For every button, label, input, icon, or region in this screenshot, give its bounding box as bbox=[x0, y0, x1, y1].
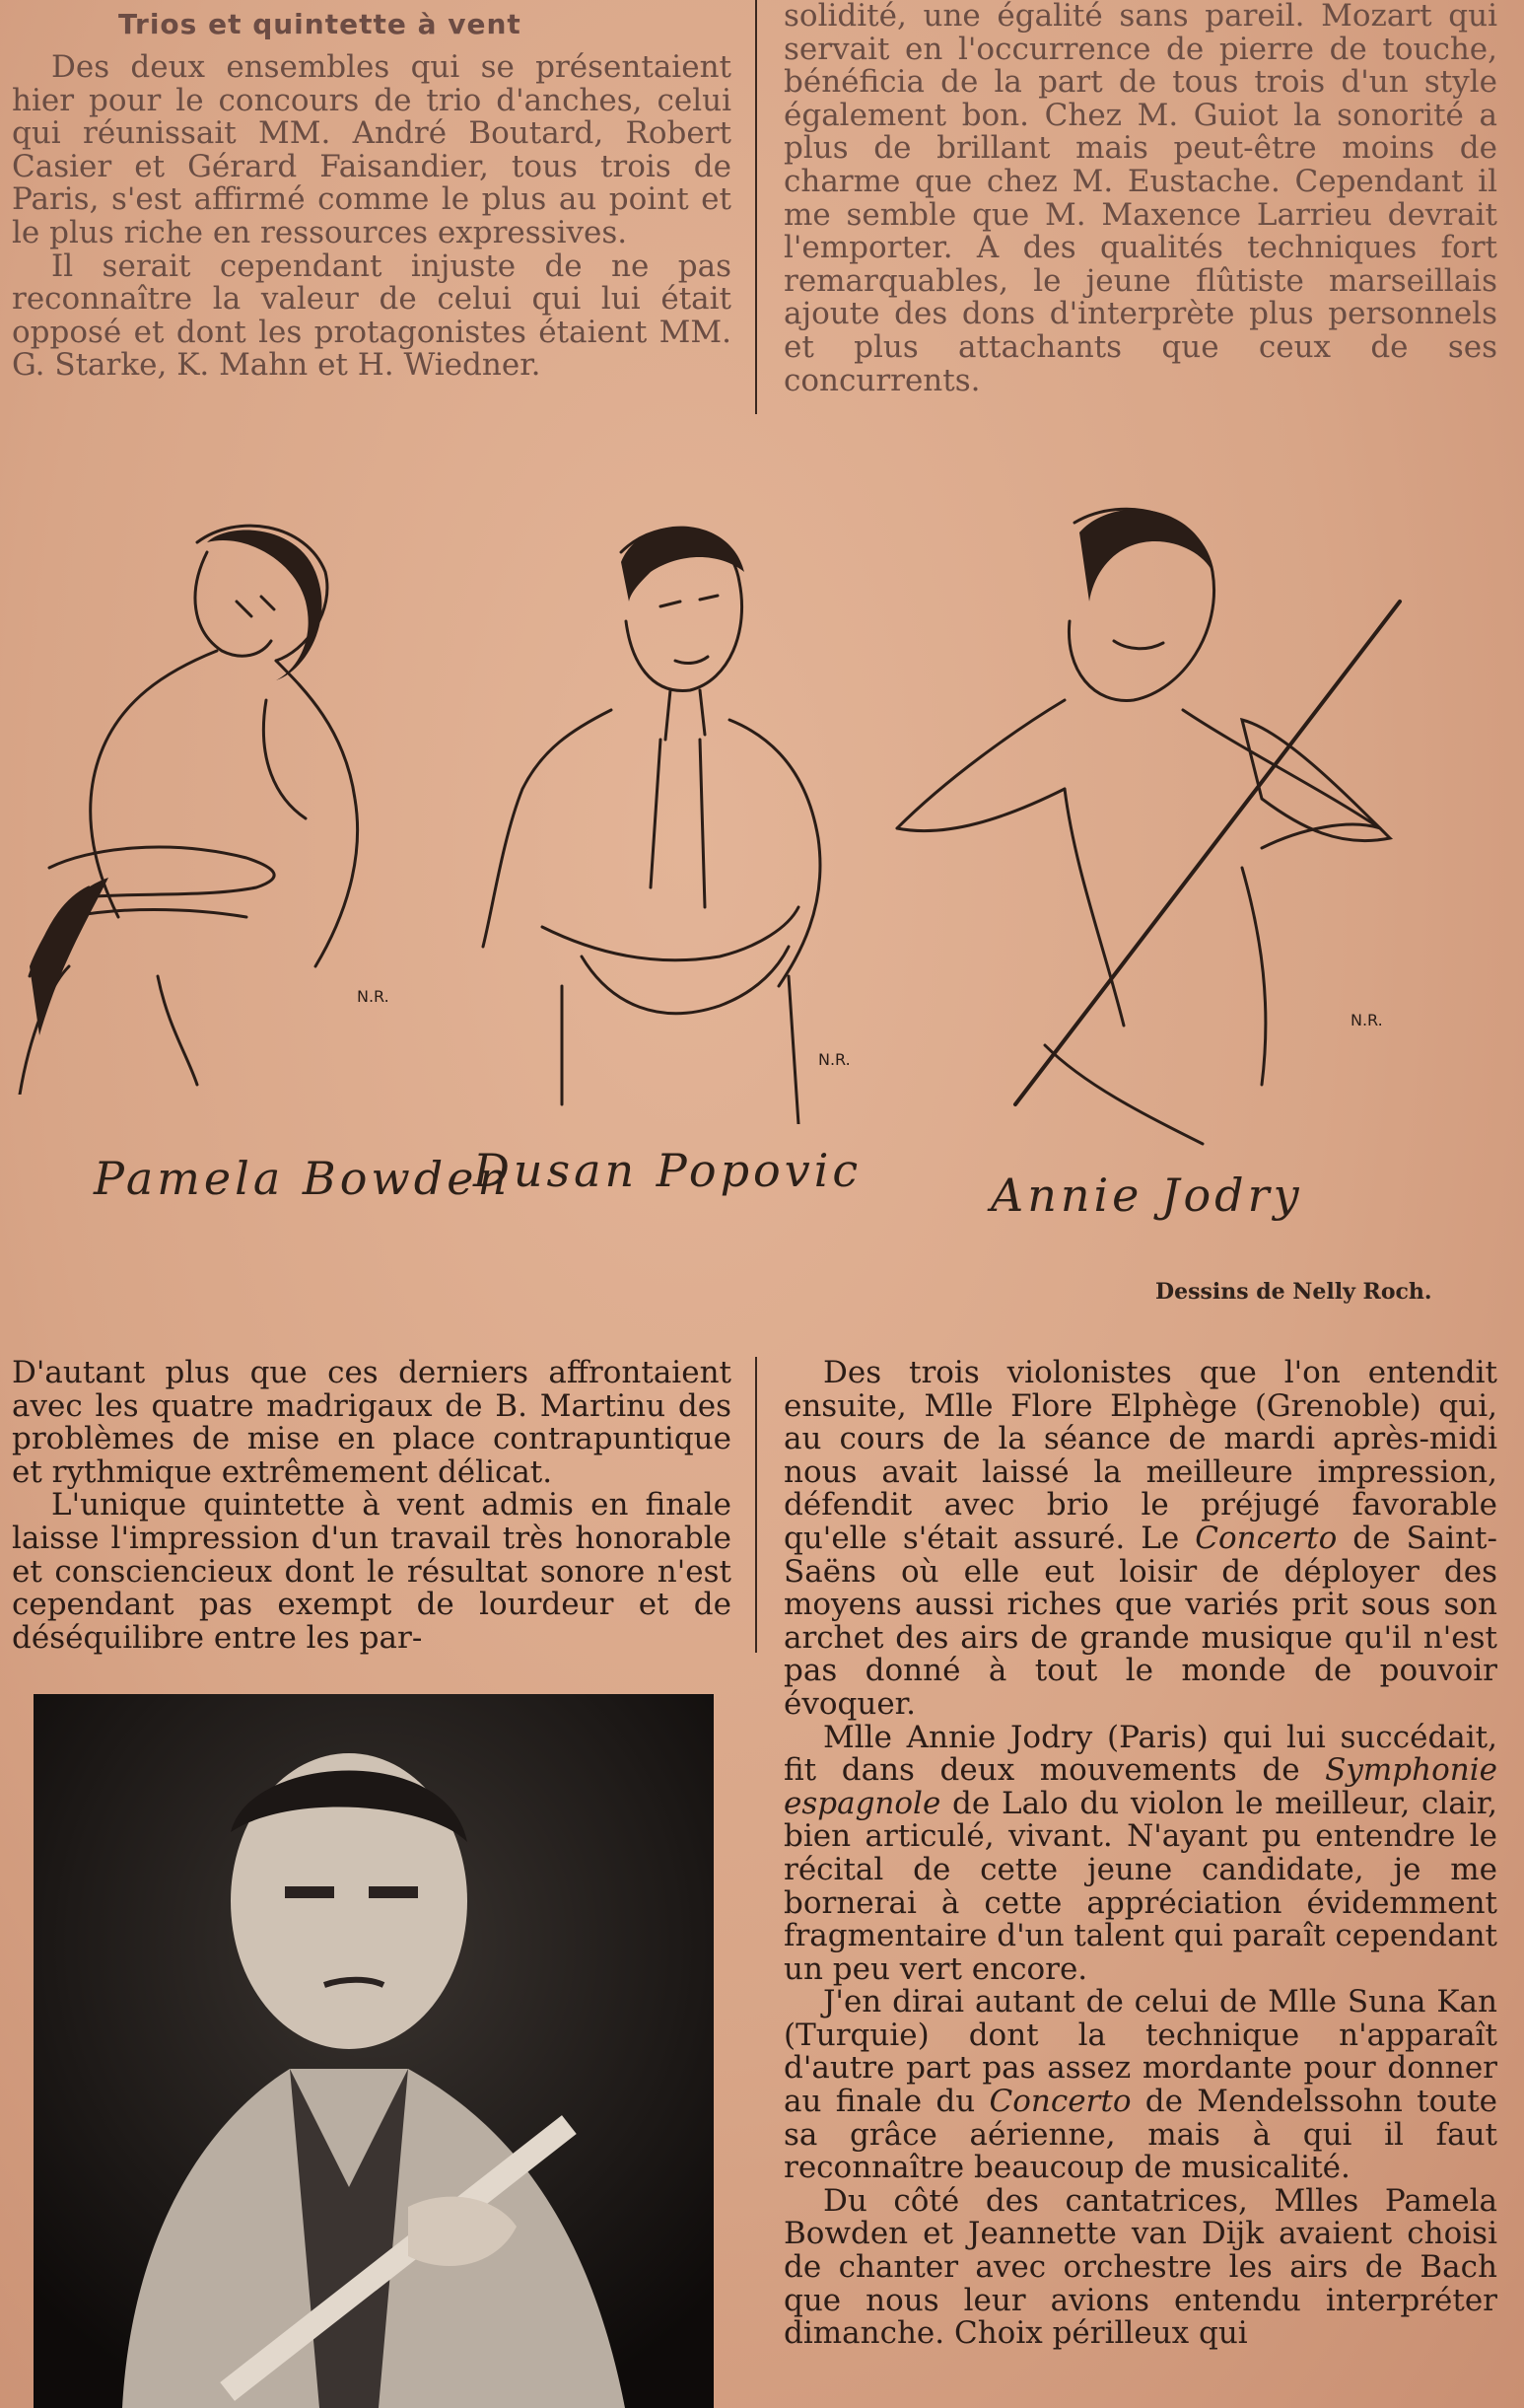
photo-flutist bbox=[34, 1694, 714, 2408]
artist-initials: N.R. bbox=[357, 987, 389, 1006]
top-left-column bbox=[12, 51, 731, 383]
artist-initials: N.R. bbox=[1351, 1011, 1383, 1029]
paragraph: L'unique quintette à vent admis en finale laisse l'impression d'un travail très honorable et consciencieux dont le résultat sonore n'est cependant pas exempt de lourdeur et de déséquilibre entre les par- bbox=[12, 1487, 731, 1656]
sketch-annie-jodry bbox=[887, 493, 1498, 1164]
sketch-pamela-bowden bbox=[10, 503, 424, 1095]
paragraph: Mlle Annie Jodry (Paris) qui lui succédait, fit dans deux mouvements de Symphonie espagnole de Lalo du violon le meilleur, clair, bien articulé, vivant. N'ayant pu entendre le récital de cette jeune candidate, je me bornerai à cette appréciation évidemment fragmentaire d'un talent qui paraît cependant un peu vert encore. bbox=[784, 1719, 1497, 1987]
illustration-credit: Dessins de Nelly Roch. bbox=[1155, 1279, 1432, 1305]
caption-dusan-popovic: Dusan Popovic bbox=[473, 1144, 863, 1197]
paragraph: Des deux ensembles qui se présentaient hier pour le concours de trio d'anches, celui qui réunissait MM. André Boutard, Robert Casier et Gérard Faisandier, tous trois de Paris, s'est affirmé comme le plus au point et le plus riche en ressources expressives. bbox=[12, 49, 731, 250]
caption-annie-jodry: Annie Jodry bbox=[991, 1169, 1303, 1222]
column-divider bbox=[755, 0, 757, 414]
paragraph: solidité, une égalité sans pareil. Mozart qui servait en l'occurrence de pierre de touche, bénéficia de la part de tous trois d'un style également bon. Chez M. Guiot la sonorité a plus de brillant mais peut-être moins de charme que chez M. Eustache. Cependant il me semble que M. Maxence Larrieu devrait l'emporter. A des qualités techniques fort remarquables, le jeune flûtiste marseillais ajoute des dons d'interprète plus personnels et plus attachants que ceux de ses concurrents. bbox=[784, 0, 1497, 398]
artist-initials: N.R. bbox=[818, 1050, 851, 1069]
top-right-column bbox=[784, 0, 1497, 397]
column-divider bbox=[755, 1357, 757, 1653]
bottom-right-column bbox=[784, 1357, 1497, 2351]
paragraph: Du côté des cantatrices, Mlles Pamela Bowden et Jeannette van Dijk avaient choisi de chanter avec orchestre les airs de Bach que nous leur avions entendu interpréter dimanche. Choix périlleux qui bbox=[784, 2182, 1497, 2352]
bottom-left-column bbox=[12, 1357, 731, 1655]
paragraph: Des trois violonistes que l'on entendit ensuite, Mlle Flore Elphège (Grenoble) qui, au cours de la séance de mardi après-midi nous avait laissé la meilleure impression, défendit avec brio le préjugé favorable qu'elle s'était assuré. Le Concerto de Saint-Saëns où elle eut loisir de déployer des moyens aussi riches que variés prit sous son archet des airs de grande musique qu'il n'est pas donné à tout le monde de pouvoir évoquer. bbox=[784, 1355, 1497, 1722]
paragraph: J'en dirai autant de celui de Mlle Suna Kan (Turquie) dont la technique n'apparaît d'autre part pas assez mordante pour donner au finale du Concerto de Mendelssohn toute sa grâce aérienne, mais à qui il faut reconnaître beaucoup de musicalité. bbox=[784, 1984, 1497, 2186]
section-heading: Trios et quintette à vent bbox=[118, 8, 521, 40]
sketch-dusan-popovic bbox=[463, 493, 877, 1124]
paragraph: Il serait cependant injuste de ne pas reconnaître la valeur de celui qui lui était opposé et dont les protagonistes étaient MM. G. Starke, K. Mahn et H. Wiedner. bbox=[12, 248, 731, 384]
photo-image bbox=[34, 1694, 714, 2408]
caption-pamela-bowden: Pamela Bowden bbox=[94, 1152, 512, 1205]
paragraph: D'autant plus que ces derniers affrontaient avec les quatre madrigaux de B. Martinu des problèmes de mise en place contrapuntique et rythmique extrêmement délicat. bbox=[12, 1355, 731, 1490]
